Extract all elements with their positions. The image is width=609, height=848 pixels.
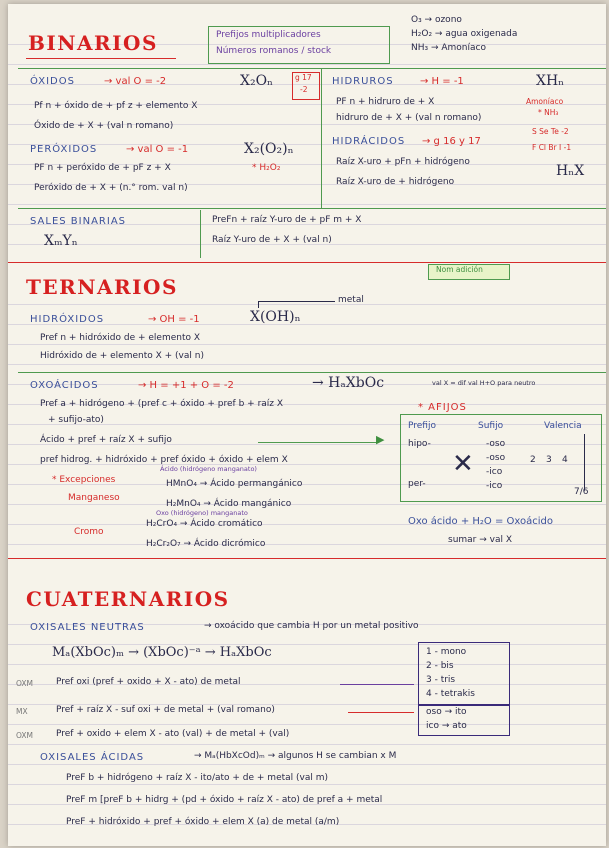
hidracidos-line-1: Raíz X-uro + pFn + hidrógeno	[336, 157, 470, 167]
oxoacidos-arrow-line	[258, 442, 378, 443]
afijos-head-sufijo: Sufijo	[478, 421, 504, 431]
hidruros-formula: XHₙ	[536, 73, 565, 89]
neutras-title: OXISALES NEUTRAS	[30, 622, 145, 633]
binarios-grid-top	[18, 68, 606, 69]
cromo-label: Cromo	[74, 527, 104, 537]
agua-oxigenada-line: H₂O₂ → agua oxigenada	[411, 29, 518, 39]
binarios-grid-divider	[321, 68, 322, 208]
afijos-prefijo-0: hipo-	[408, 439, 431, 449]
oxidos-line-2: Óxido de + X + (val n romano)	[34, 121, 174, 131]
oxoacidos-line-2: Ácido + pref + raíz X + sufijo	[40, 435, 172, 445]
box-line-2: Números romanos / stock	[216, 46, 332, 56]
hidruros-note-2: * NH₃	[538, 108, 559, 117]
notebook-page	[8, 4, 606, 846]
oxoacidos-line-3: pref hidrog. + hidróxido + pref óxido + óxido + elem X	[40, 455, 288, 465]
hidroxidos-formula: X(OH)ₙ	[250, 309, 301, 325]
hidracidos-title: HIDRÁCIDOS	[332, 136, 406, 147]
ozono-line: O₃ → ozono	[411, 15, 462, 25]
sumar-line: sumar → val X	[448, 535, 513, 545]
excepciones-label: * Excepciones	[52, 475, 116, 485]
afijos-sufijo-1: -oso	[486, 453, 506, 463]
oxidos-formula: X₂Oₙ	[240, 73, 274, 89]
cr1-line: H₂CrO₄ → Ácido cromático	[146, 519, 263, 529]
mono-4: 4 - tetrakis	[426, 689, 475, 699]
afijos-sufijo-2: -ico	[486, 467, 503, 477]
acidas-line-2: PreF m [preF b + hidrg + (pd + óxido + raíz X - ato) de pref a + metal	[66, 795, 383, 805]
mn1-line: HMnO₄ → Ácido permangánico	[166, 479, 303, 489]
afijos-head-valencia: Valencia	[544, 421, 582, 431]
sales-formula: XₘYₙ	[44, 233, 78, 249]
oxoacidos-arrow-head: ▶	[376, 433, 385, 446]
mono-2: 2 - bis	[426, 661, 454, 671]
oxoacidos-top-line	[18, 372, 606, 373]
hidroxidos-line-1: Pref n + hidróxido de + elemento X	[40, 333, 201, 343]
oxoacidos-rule: → H = +1 + O = -2	[138, 380, 234, 391]
binarios-grid-bottom	[18, 208, 606, 209]
mn1-note: Ácido (hidrógeno manganato)	[160, 465, 257, 473]
sales-line-1: PreFn + raíz Y-uro de + pF m + X	[212, 215, 362, 225]
cuaternarios-title: CUATERNARIOS	[26, 587, 230, 611]
neutras-arrow-2	[348, 712, 414, 713]
hidracidos-formula: HₙX	[556, 163, 585, 179]
afijos-prefijo-3: per-	[408, 479, 426, 489]
afijos-sufijo-3: -ico	[486, 481, 503, 491]
afijos-val-2: 2	[530, 455, 536, 465]
peroxidos-rule: → val O = -1	[126, 144, 189, 155]
metal-arrow	[258, 301, 335, 308]
afijos-head-prefijo: Prefijo	[408, 421, 436, 431]
afijos-title: * AFIJOS	[418, 402, 467, 413]
amoniaco-line: NH₃ → Amoníaco	[411, 43, 486, 53]
afijos-cross: ✕	[452, 449, 474, 479]
suf-2: ico → ato	[426, 721, 467, 731]
oxoacidos-line-1b: + sufijo-ato)	[48, 415, 104, 425]
mn2-note: Oxo (hidrógeno) manganato	[156, 509, 248, 517]
neutras-formula: Mₐ(XbOc)ₘ → (XbOc)⁻ᵃ → HₐXbOc	[52, 645, 272, 660]
mono-3: 3 - tris	[426, 675, 456, 685]
ternarios-title: TERNARIOS	[26, 275, 178, 299]
neutras-mx-label: MX	[16, 707, 28, 716]
peroxidos-note: * H₂O₂	[252, 163, 281, 173]
binarios-underline	[26, 58, 176, 59]
box-line-1: Prefijos multiplicadores	[216, 30, 321, 40]
sales-divider	[200, 210, 201, 258]
peroxidos-line-1: PF n + peróxido de + pF z + X	[34, 163, 171, 173]
oxo-eq: Oxo ácido + H₂O = Oxoácido	[408, 516, 553, 527]
sales-line-2: Raíz Y-uro de + X + (val n)	[212, 235, 332, 245]
peroxidos-line-2: Peróxido de + X + (n.° rom. val n)	[34, 183, 188, 193]
afijos-val-4: 4	[562, 455, 568, 465]
nom-adicion-text: Nom adición	[436, 265, 483, 274]
hidroxidos-metal-label: metal	[338, 295, 364, 305]
oxoacidos-line-1: Pref a + hidrógeno + (pref c + óxido + pref b + raíz X	[40, 399, 284, 409]
acidas-rule: → Mₐ(HbXcOd)ₘ → algunos H se cambian x M	[194, 751, 397, 761]
oxoacidos-title: OXOÁCIDOS	[30, 380, 99, 391]
mn2-line: H₂MnO₄ → Ácido mangánico	[166, 499, 292, 509]
oxidos-box-a: g 17	[295, 73, 312, 82]
suf-1: oso → ito	[426, 707, 467, 717]
cr2-line: H₂Cr₂O₇ → Ácido dicrómico	[146, 539, 266, 549]
section-divider-1	[8, 262, 606, 263]
hidruros-line-1: PF n + hidruro de + X	[336, 97, 435, 107]
neutras-oxm2-label: OXM	[16, 731, 34, 740]
neutras-line-2: Pref + raíz X - suf oxi + de metal + (val romano)	[56, 705, 275, 715]
acidas-line-1: PreF b + hidrógeno + raíz X - ito/ato + de + metal (val m)	[66, 773, 329, 783]
oxidos-rule: → val O = -2	[104, 76, 167, 87]
hidroxidos-title: HIDRÓXIDOS	[30, 314, 105, 325]
hidracidos-note-1: S Se Te -2	[532, 127, 569, 136]
hidruros-note-1: Amoníaco	[526, 97, 564, 106]
oxidos-title: ÓXIDOS	[30, 76, 75, 87]
valencia-arrow	[584, 434, 585, 490]
acidas-line-3: PreF + hidróxido + pref + óxido + elem X (a) de metal (a/m)	[66, 817, 340, 827]
neutras-line-1: Pref oxi (pref + oxido + X - ato) de metal	[56, 677, 241, 687]
afijos-val-bottom: 7/6	[574, 487, 589, 497]
mono-1: 1 - mono	[426, 647, 467, 657]
hidracidos-line-2: Raíz X-uro de + hidrógeno	[336, 177, 455, 187]
neutras-rule: → oxoácido que cambia H por un metal positivo	[204, 621, 419, 631]
section-divider-2	[8, 558, 606, 559]
peroxidos-formula: X₂(O₂)ₙ	[244, 141, 294, 157]
sales-title: SALES BINARIAS	[30, 216, 127, 227]
manganeso-label: Manganeso	[68, 493, 120, 503]
afijos-sufijo-0: -oso	[486, 439, 506, 449]
hidruros-rule: → H = -1	[420, 76, 464, 87]
neutras-line-3: Pref + oxido + elem X - ato (val) + de metal + (val)	[56, 729, 290, 739]
oxoacidos-note: val X = dif val H+O para neutro	[432, 379, 536, 387]
acidas-title: OXISALES ÁCIDAS	[40, 752, 145, 763]
hidruros-title: HIDRUROS	[332, 76, 394, 87]
hidracidos-rule: → g 16 y 17	[422, 136, 481, 147]
hidruros-line-2: hidruro de + X + (val n romano)	[336, 113, 482, 123]
neutras-oxm-label: OXM	[16, 679, 34, 688]
binarios-title: BINARIOS	[28, 31, 158, 55]
oxoacidos-formula: → HₐXbOc	[312, 375, 385, 391]
hidracidos-note-2: F Cl Br I -1	[532, 143, 572, 152]
hidroxidos-rule: → OH = -1	[148, 314, 200, 325]
hidroxidos-line-2: Hidróxido de + elemento X + (val n)	[40, 351, 204, 361]
neutras-arrow-1	[340, 684, 414, 685]
afijos-val-3: 3	[546, 455, 552, 465]
oxidos-line-1: Pf n + óxido de + pf z + elemento X	[34, 101, 198, 111]
oxidos-box-b: -2	[300, 85, 308, 94]
peroxidos-title: PERÓXIDOS	[30, 144, 98, 155]
